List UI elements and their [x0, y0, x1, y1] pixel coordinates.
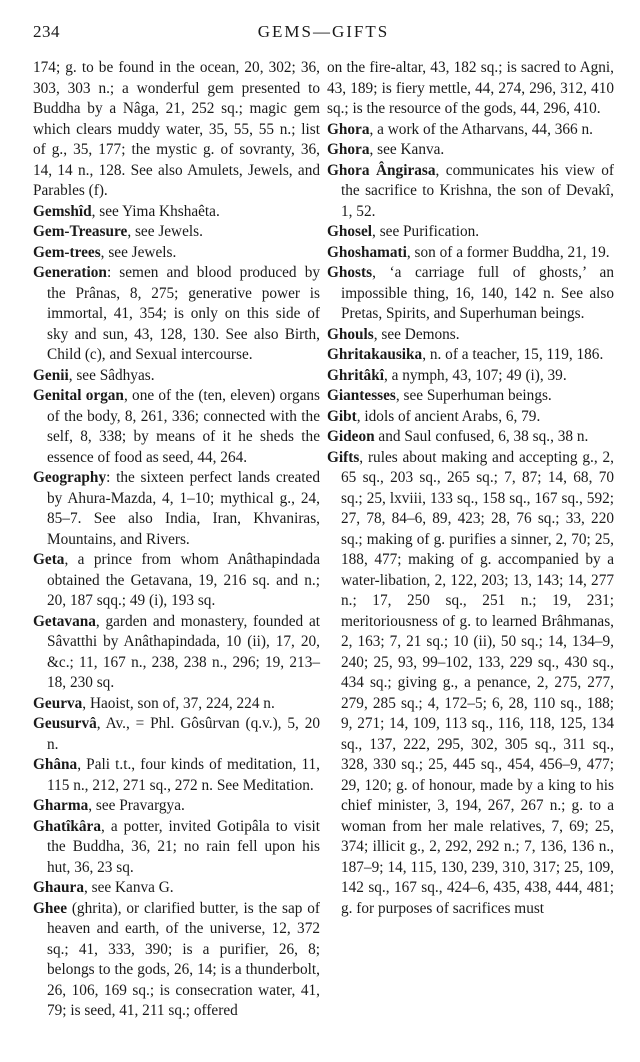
entry-headword: Ghritakausika	[327, 346, 423, 363]
entry-headword: Genital organ	[33, 387, 124, 404]
entry-text: , see Purification.	[372, 223, 480, 240]
entry-text: , a potter, invited Gotipâla to visit the Buddha, 36, 21; no rain fell upon his hut, 36, 23 sq.	[47, 817, 320, 876]
entry-headword: Ghritâkî	[327, 366, 384, 384]
entry-headword: Ghosts	[327, 264, 373, 281]
page-number: 234	[33, 22, 60, 41]
entry-text: , Pali t.t., four kinds of meditation, 11, 115 n., 212, 271 sq., 272 n. See Meditation.	[47, 756, 320, 794]
entry-headword: Geusurvâ	[33, 715, 97, 732]
entry-headword: Gibt	[327, 407, 357, 425]
index-entry	[33, 222, 320, 243]
entry-headword: Ghoshamati	[327, 243, 407, 261]
index-entry	[33, 58, 320, 202]
entry-text: , son of a former Buddha, 21, 19.	[406, 243, 610, 261]
index-entry	[33, 755, 320, 796]
entry-text: : the sixteen perfect lands created by Ahura-Mazda, 4, 1–10; mythical g., 24, 85–7. See also India, Iran, Khvaniras, Mountains, and Rivers.	[47, 469, 320, 548]
entry-headword: Ghee	[33, 899, 67, 917]
index-entry	[327, 386, 614, 407]
index-entry	[327, 120, 614, 141]
index-entry	[327, 263, 614, 325]
right-column	[327, 58, 614, 1022]
index-entry	[327, 325, 614, 346]
entry-text: and Saul confused, 6, 38 sq., 38 n.	[374, 428, 589, 445]
entry-text: 174; g. to be found in the ocean, 20, 302; 36, 303, 303 n.; a wonderful gem presented to Buddha by a Nâga, 21, 252 sq.; magic gem which clears muddy water, 35, 55, 55 n.; list of g., 35, 177; the mystic g. of sovranty, 36, 14, 14 n., 128. See also Amulets, Jewels, and Parables (f).	[33, 59, 320, 199]
entry-headword: Ghora Ângirasa	[327, 161, 436, 179]
entry-text: , garden and monastery, founded at Sâvatthi by Anâthapindada, 10 (ii), 17, 20, &c.; 11, 167 n., 238, 238 n., 296; 19, 213–18, 230 sq.	[47, 612, 320, 691]
entry-text: , one of the (ten, eleven) organs of the body, 8, 261, 336; connected with the self, 8, 338; by means of it he sheds the essence of food as seed, 44, 264.	[47, 387, 320, 466]
entry-headword: Gifts	[327, 448, 360, 466]
entry-text: , see Jewels.	[100, 243, 177, 261]
index-entry	[33, 468, 320, 550]
index-entry	[327, 222, 614, 243]
entry-headword: Ghâna	[33, 756, 78, 773]
entry-text: , rules about making and accepting g., 2, 65 sq., 203 sq., 265 sq.; 7, 87; 14, 68, 70 sq.; 25, lxviii, 133 sq., 158 sq., 167 sq., 592; 27, 78, 84–6, 89, 423; 28, 76 sq.; 33, 220 sq.; making of g. purifies a sinner, 2, 70; 25, 188, 477; making of g. accompanied by a water-libation, 2, 122, 203; 13, 143; 14, 277 n.; 17, 250 sq., 251 n.; 19, 231; meritoriousness of g. to learned Brâhmanas, 2, 163; 7, 21 sq.; 10 (ii), 50 sq.; 14, 134–9, 240; 25, 93, 99–102, 133, 229 sq., 430 sq., 434 sq.; giving g., a penance, 2, 275, 277, 279, 285 sq.; 4, 172–5; 6, 28, 110 sq., 188; 9, 271; 14, 109, 113 sq., 116, 118, 125, 134 sq., 137, 222, 295, 302, 305 sq., 311 sq., 328, 330 sq.; 25, 445 sq., 454, 456–9, 477; 29, 120; g. of honour, made by a king to his chief minister, 3, 194, 267, 267 n.; g. to a woman from her male relatives, 7, 69; 25, 374; illicit g., 2, 292, 292 n.; 7, 136, 136 n., 187–9; 14, 115, 130, 239, 310, 317; 25, 109, 142 sq., 167 sq., 424–6, 435, 438, 444, 481; g. for purposes of sacrifices must	[341, 448, 614, 917]
left-column	[33, 58, 320, 1022]
entry-text: , see Kanva.	[369, 141, 445, 158]
page-header	[33, 22, 614, 48]
entry-headword: Ghouls	[327, 325, 374, 343]
entry-headword: Geta	[33, 551, 65, 568]
index-entry	[33, 386, 320, 468]
entry-headword: Ghatîkâra	[33, 817, 101, 835]
entry-text: , see Jewels.	[127, 223, 203, 240]
index-entry	[33, 366, 320, 387]
entry-text: , communicates his view of the sacrifice to Krishna, the son of Devakî, 1, 52.	[341, 161, 614, 220]
entry-headword: Geography	[33, 469, 107, 486]
index-entry	[327, 161, 614, 223]
entry-headword: Gemshîd	[33, 202, 92, 220]
entry-headword: Gem-trees	[33, 243, 101, 261]
entry-text: , see Pravargya.	[88, 797, 185, 814]
entry-text: , ‘a carriage full of ghosts,’ an impossible thing, 16, 140, 142 n. See also Pretas, Spirits, and Superhuman beings.	[341, 264, 614, 322]
index-entry	[33, 263, 320, 366]
index-entry	[33, 714, 320, 755]
index-entry	[327, 366, 614, 387]
index-entry	[33, 694, 320, 715]
entry-headword: Ghosel	[327, 223, 373, 240]
index-entry	[33, 817, 320, 879]
index-entry	[327, 243, 614, 264]
entry-text: , see Kanva G.	[84, 879, 174, 896]
entry-text: : semen and blood produced by the Prânas, 8, 275; generative power is immortal, 41, 354; is only on this side of sky and sun, 43, 128, 130. See also Birth, Child (c), and Sexual intercourse.	[47, 264, 320, 363]
index-entry	[33, 550, 320, 612]
index-entry	[33, 899, 320, 1022]
entry-text: on the fire-altar, 43, 182 sq.; is sacred to Agni, 43, 189; is fiery mettle, 44, 274, 296, 312, 410 sq.; is the resource of the gods, 44, 296, 410.	[327, 59, 614, 117]
index-entry	[327, 140, 614, 161]
index-entry	[327, 427, 614, 448]
entry-headword: Gideon	[327, 428, 375, 445]
entry-headword: Genii	[33, 366, 69, 384]
entry-headword: Generation	[33, 264, 107, 281]
entry-text: , Haoist, son of, 37, 224, 224 n.	[82, 694, 275, 712]
entry-headword: Ghora	[327, 141, 370, 158]
entry-text: , n. of a teacher, 15, 119, 186.	[422, 346, 604, 363]
index-entry	[327, 345, 614, 366]
entry-text: , a work of the Atharvans, 44, 366 n.	[369, 120, 593, 138]
entry-headword: Geurva	[33, 694, 83, 712]
index-entry	[33, 612, 320, 694]
entry-text: , see Superhuman beings.	[395, 387, 552, 404]
index-entry	[327, 448, 614, 920]
index-columns	[33, 58, 614, 1022]
index-entry	[327, 58, 614, 120]
index-entry	[327, 407, 614, 428]
index-entry	[33, 796, 320, 817]
index-entry	[33, 878, 320, 899]
entry-headword: Gem-Treasure	[33, 223, 128, 240]
entry-text: , see Yima Khshaêta.	[91, 202, 220, 220]
entry-text: , a nymph, 43, 107; 49 (i), 39.	[383, 366, 567, 384]
entry-text: , a prince from whom Anâthapindada obtained the Getavana, 19, 216 sq. and n.; 20, 187 sqq.; 49 (i), 193 sq.	[47, 551, 320, 609]
entry-text: , Av., = Phl. Gôsûrvan (q.v.), 5, 20 n.	[47, 715, 320, 753]
entry-headword: Ghora	[327, 120, 370, 138]
entry-headword: Ghaura	[33, 879, 84, 896]
index-entry	[33, 202, 320, 223]
entry-headword: Getavana	[33, 612, 96, 630]
entry-headword: Gharma	[33, 797, 89, 814]
entry-text: , see Demons.	[373, 325, 460, 343]
running-title: GEMS—GIFTS	[257, 22, 390, 41]
entry-text: , see Sâdhyas.	[68, 366, 155, 384]
entry-headword: Giantesses	[327, 387, 396, 404]
entry-text: , idols of ancient Arabs, 6, 79.	[356, 407, 541, 425]
index-entry	[33, 243, 320, 264]
entry-text: (ghrita), or clarified butter, is the sap of heaven and earth, of the universe, 12, 372 sq.; 41, 333, 390; is a purifier, 26, 8; belongs to the gods, 26, 14; is a thunderbolt, 26, 106, 169 sq.; is consecration water, 41, 79; is seed, 41, 211 sq.; offered	[47, 899, 320, 1019]
